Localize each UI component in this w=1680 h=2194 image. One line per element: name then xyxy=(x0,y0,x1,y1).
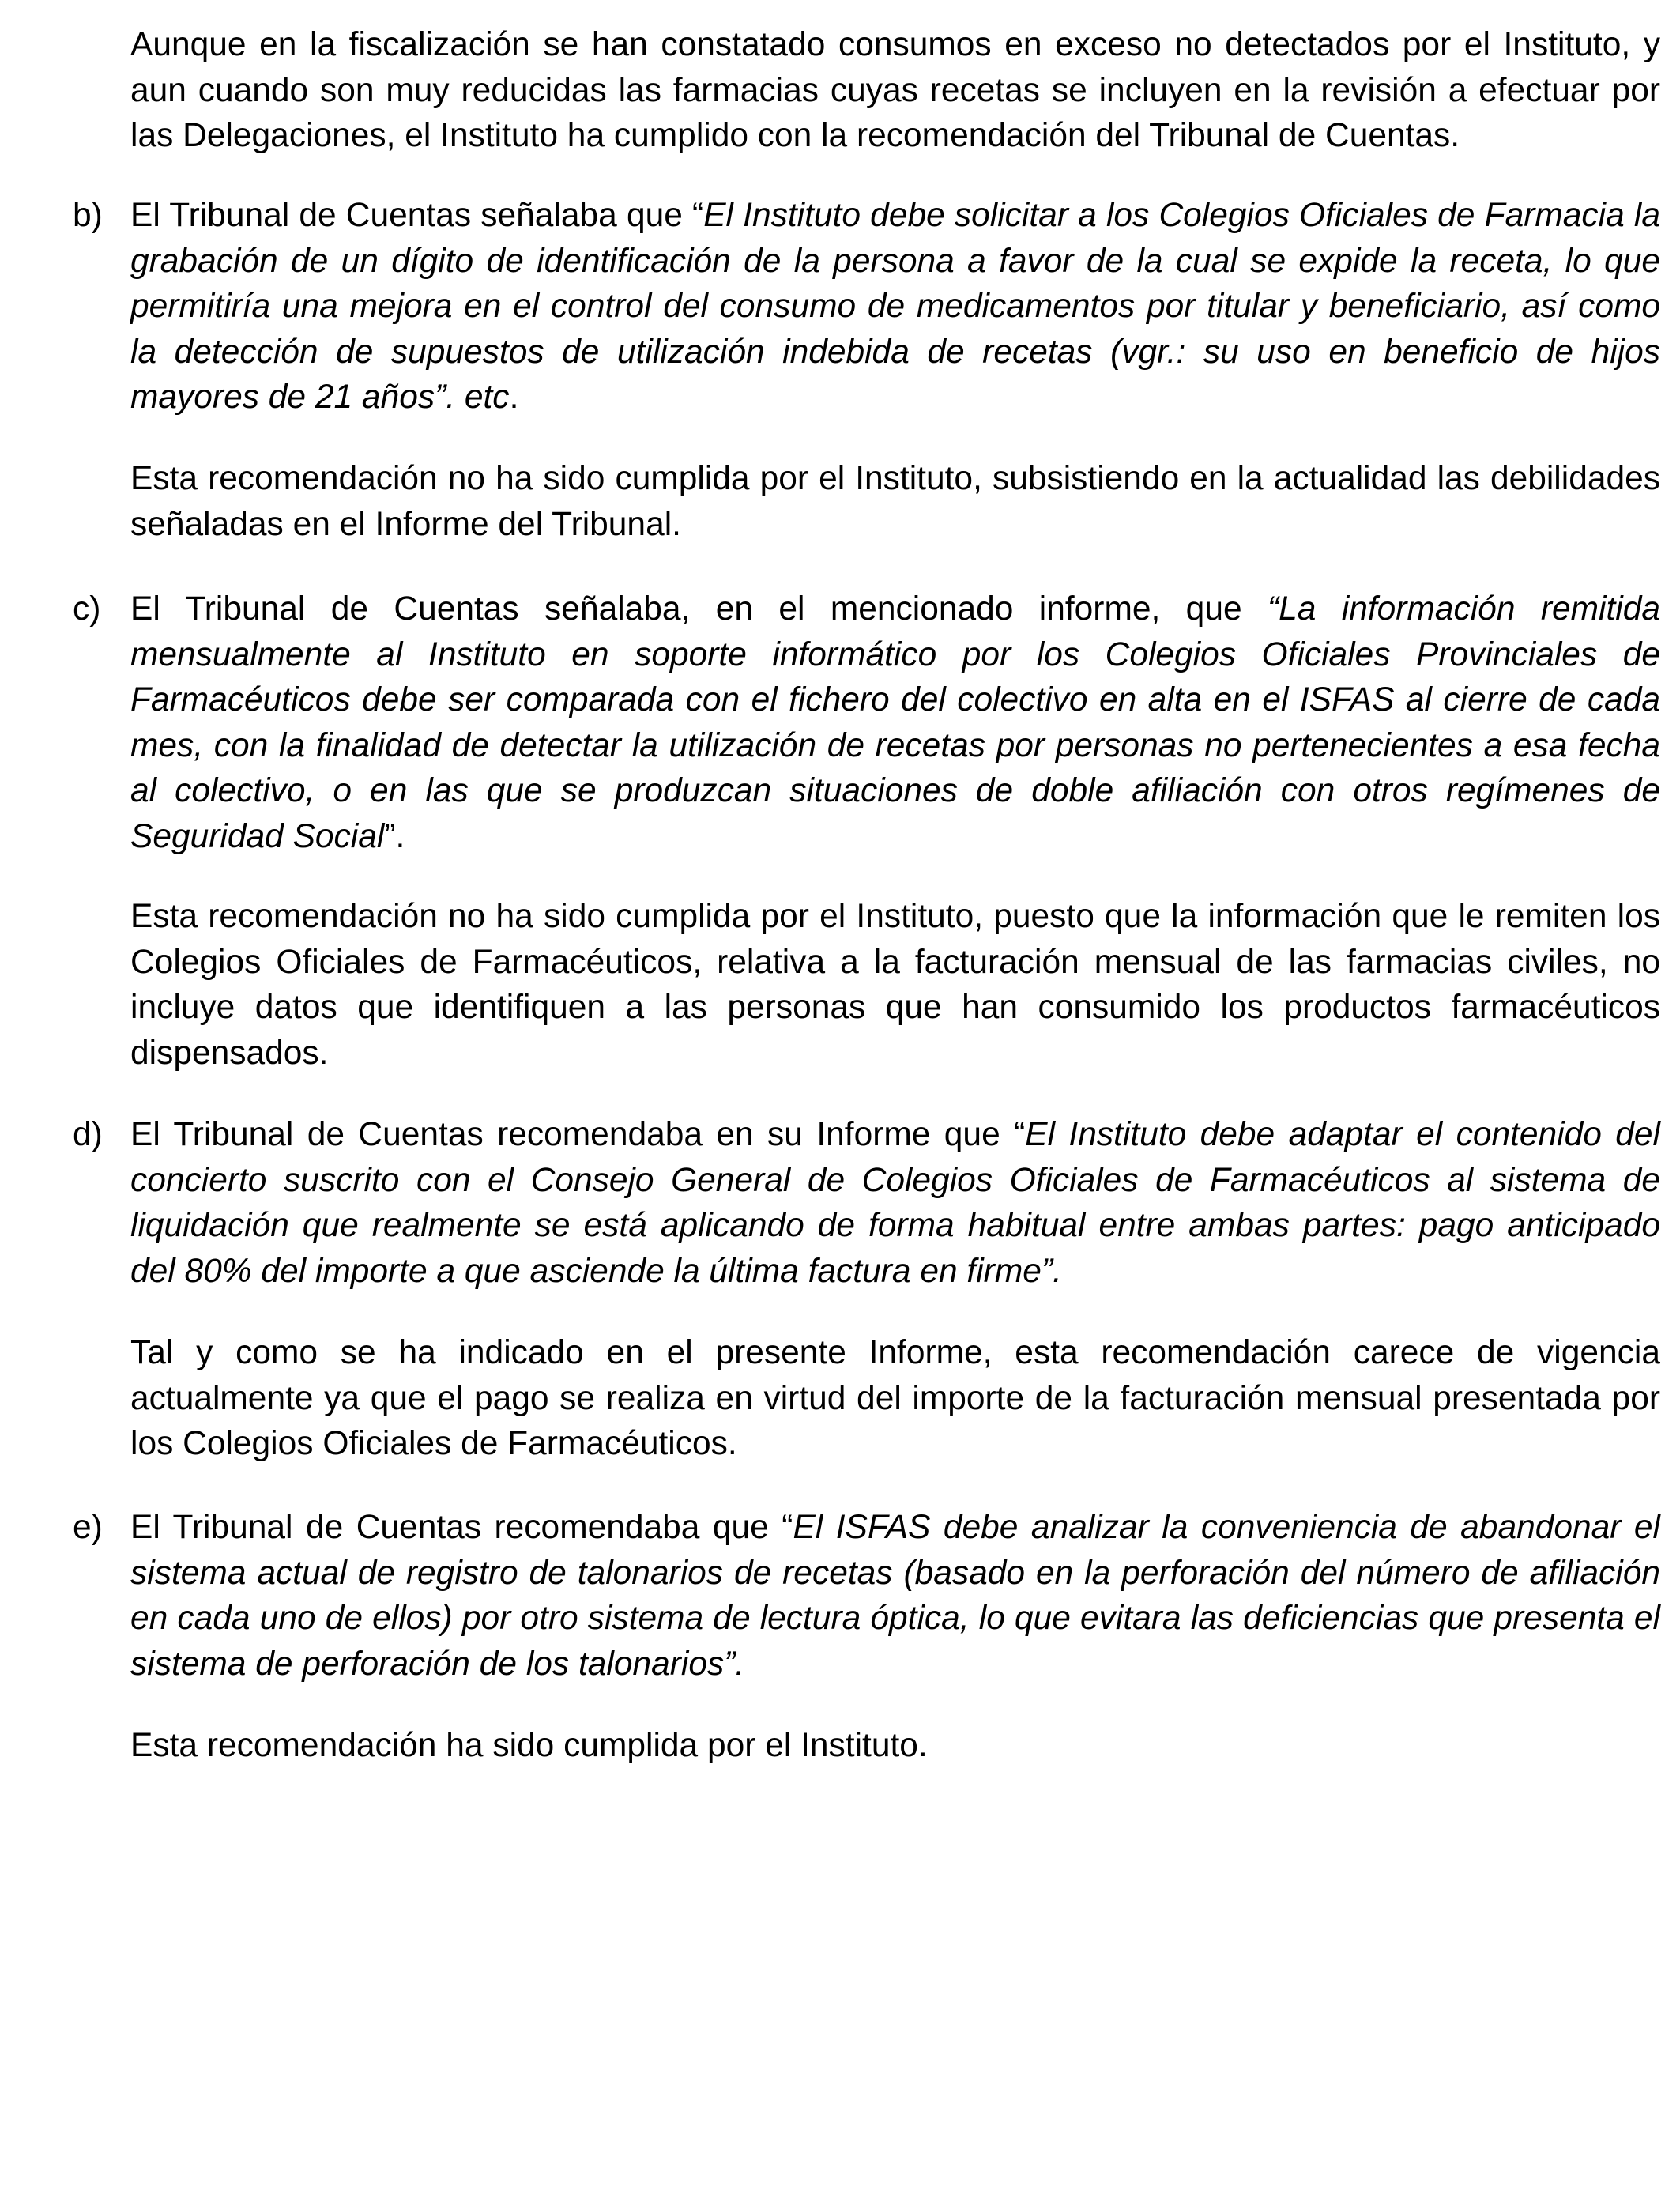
item-c-paragraph xyxy=(130,586,1660,859)
item-b-response-text: Esta recomendación no ha sido cumplida por el Instituto, subsistiendo en la actualidad las debilidades señaladas en el Informe del Tribunal. xyxy=(130,460,1660,543)
item-d-letter: d) xyxy=(73,1116,103,1153)
item-b-response xyxy=(130,456,1660,547)
intro-paragraph xyxy=(130,22,1660,159)
item-e-response-text: Esta recomendación ha sido cumplida por el Instituto. xyxy=(130,1727,928,1764)
item-e-quote: El ISFAS debe analizar la conveniencia de abandonar el sistema actual de registro de talonarios de recetas (basado en la perforación del número de afiliación en cada uno de ellos) por otro sistema de lectura óptica, lo que evitara las deficiencias que presenta el sistema de perforación de los talonarios”. xyxy=(130,1509,1660,1683)
item-c-letter: c) xyxy=(73,590,101,628)
item-e-lead: El Tribunal de Cuentas recomendaba que “ xyxy=(130,1509,793,1546)
item-e-paragraph xyxy=(130,1505,1660,1687)
item-b-letter: b) xyxy=(73,197,103,234)
intro-paragraph-text: Aunque en la fiscalización se han constatado consumos en exceso no detectados por el Instituto, y aun cuando son muy reducidas las farmacias cuyas recetas se incluyen en la revisión a efectuar por las Delegaciones, el Instituto ha cumplido con la recomendación del Tribunal de Cuentas. xyxy=(130,26,1660,154)
item-d-paragraph xyxy=(130,1112,1660,1294)
item-b-quote: El Instituto debe solicitar a los Colegios Oficiales de Farmacia la grabación de un dígito de identificación de la persona a favor de la cual se expide la receta, lo que permitiría una mejora en el control del consumo de medicamentos por titular y beneficiario, así como la detección de supuestos de utilización indebida de recetas (vgr.: su uso en beneficio de hijos mayores de 21 años”. etc xyxy=(130,197,1660,416)
item-e-letter: e) xyxy=(73,1509,103,1546)
item-c-tail: ”. xyxy=(384,817,405,855)
item-c-lead: El Tribunal de Cuentas señalaba, en el mencionado informe, que xyxy=(130,590,1268,628)
item-d-response xyxy=(130,1330,1660,1467)
item-c-quote: “La información remitida mensualmente al Instituto en soporte informático por los Colegios Oficiales Provinciales de Farmacéuticos debe ser comparada con el fichero del colectivo en alta en el ISFAS al cierre de cada mes, con la finalidad de detectar la utilización de recetas por personas no pertenecientes a esa fecha al colectivo, o en las que se produzcan situaciones de doble afiliación con otros regímenes de Seguridad Social xyxy=(130,590,1660,855)
item-b-tail: . xyxy=(509,379,519,416)
item-d-lead: El Tribunal de Cuentas recomendaba en su Informe que “ xyxy=(130,1116,1026,1153)
item-b-paragraph xyxy=(130,193,1660,420)
item-c-response xyxy=(130,894,1660,1076)
item-b-lead: El Tribunal de Cuentas señalaba que “ xyxy=(130,197,704,234)
item-d-response-text: Tal y como se ha indicado en el presente Informe, esta recomendación carece de vigencia actualmente ya que el pago se realiza en virtud del importe de la facturación mensual presentada por los Colegios Oficiales de Farmacéuticos. xyxy=(130,1334,1660,1462)
item-c-response-text: Esta recomendación no ha sido cumplida por el Instituto, puesto que la información que le remiten los Colegios Oficiales de Farmacéuticos, relativa a la facturación mensual de las farmacias civiles, no incluye datos que identifiquen a las personas que han consumido los productos farmacéuticos dispensados. xyxy=(130,898,1660,1072)
item-d-quote: El Instituto debe adaptar el contenido del concierto suscrito con el Consejo General de Colegios Oficiales de Farmacéuticos al sistema de liquidación que realmente se está aplicando de forma habitual entre ambas partes: pago anticipado del 80% del importe a que asciende la última factura en firme”. xyxy=(130,1116,1660,1290)
item-e-response xyxy=(130,1723,1660,1769)
